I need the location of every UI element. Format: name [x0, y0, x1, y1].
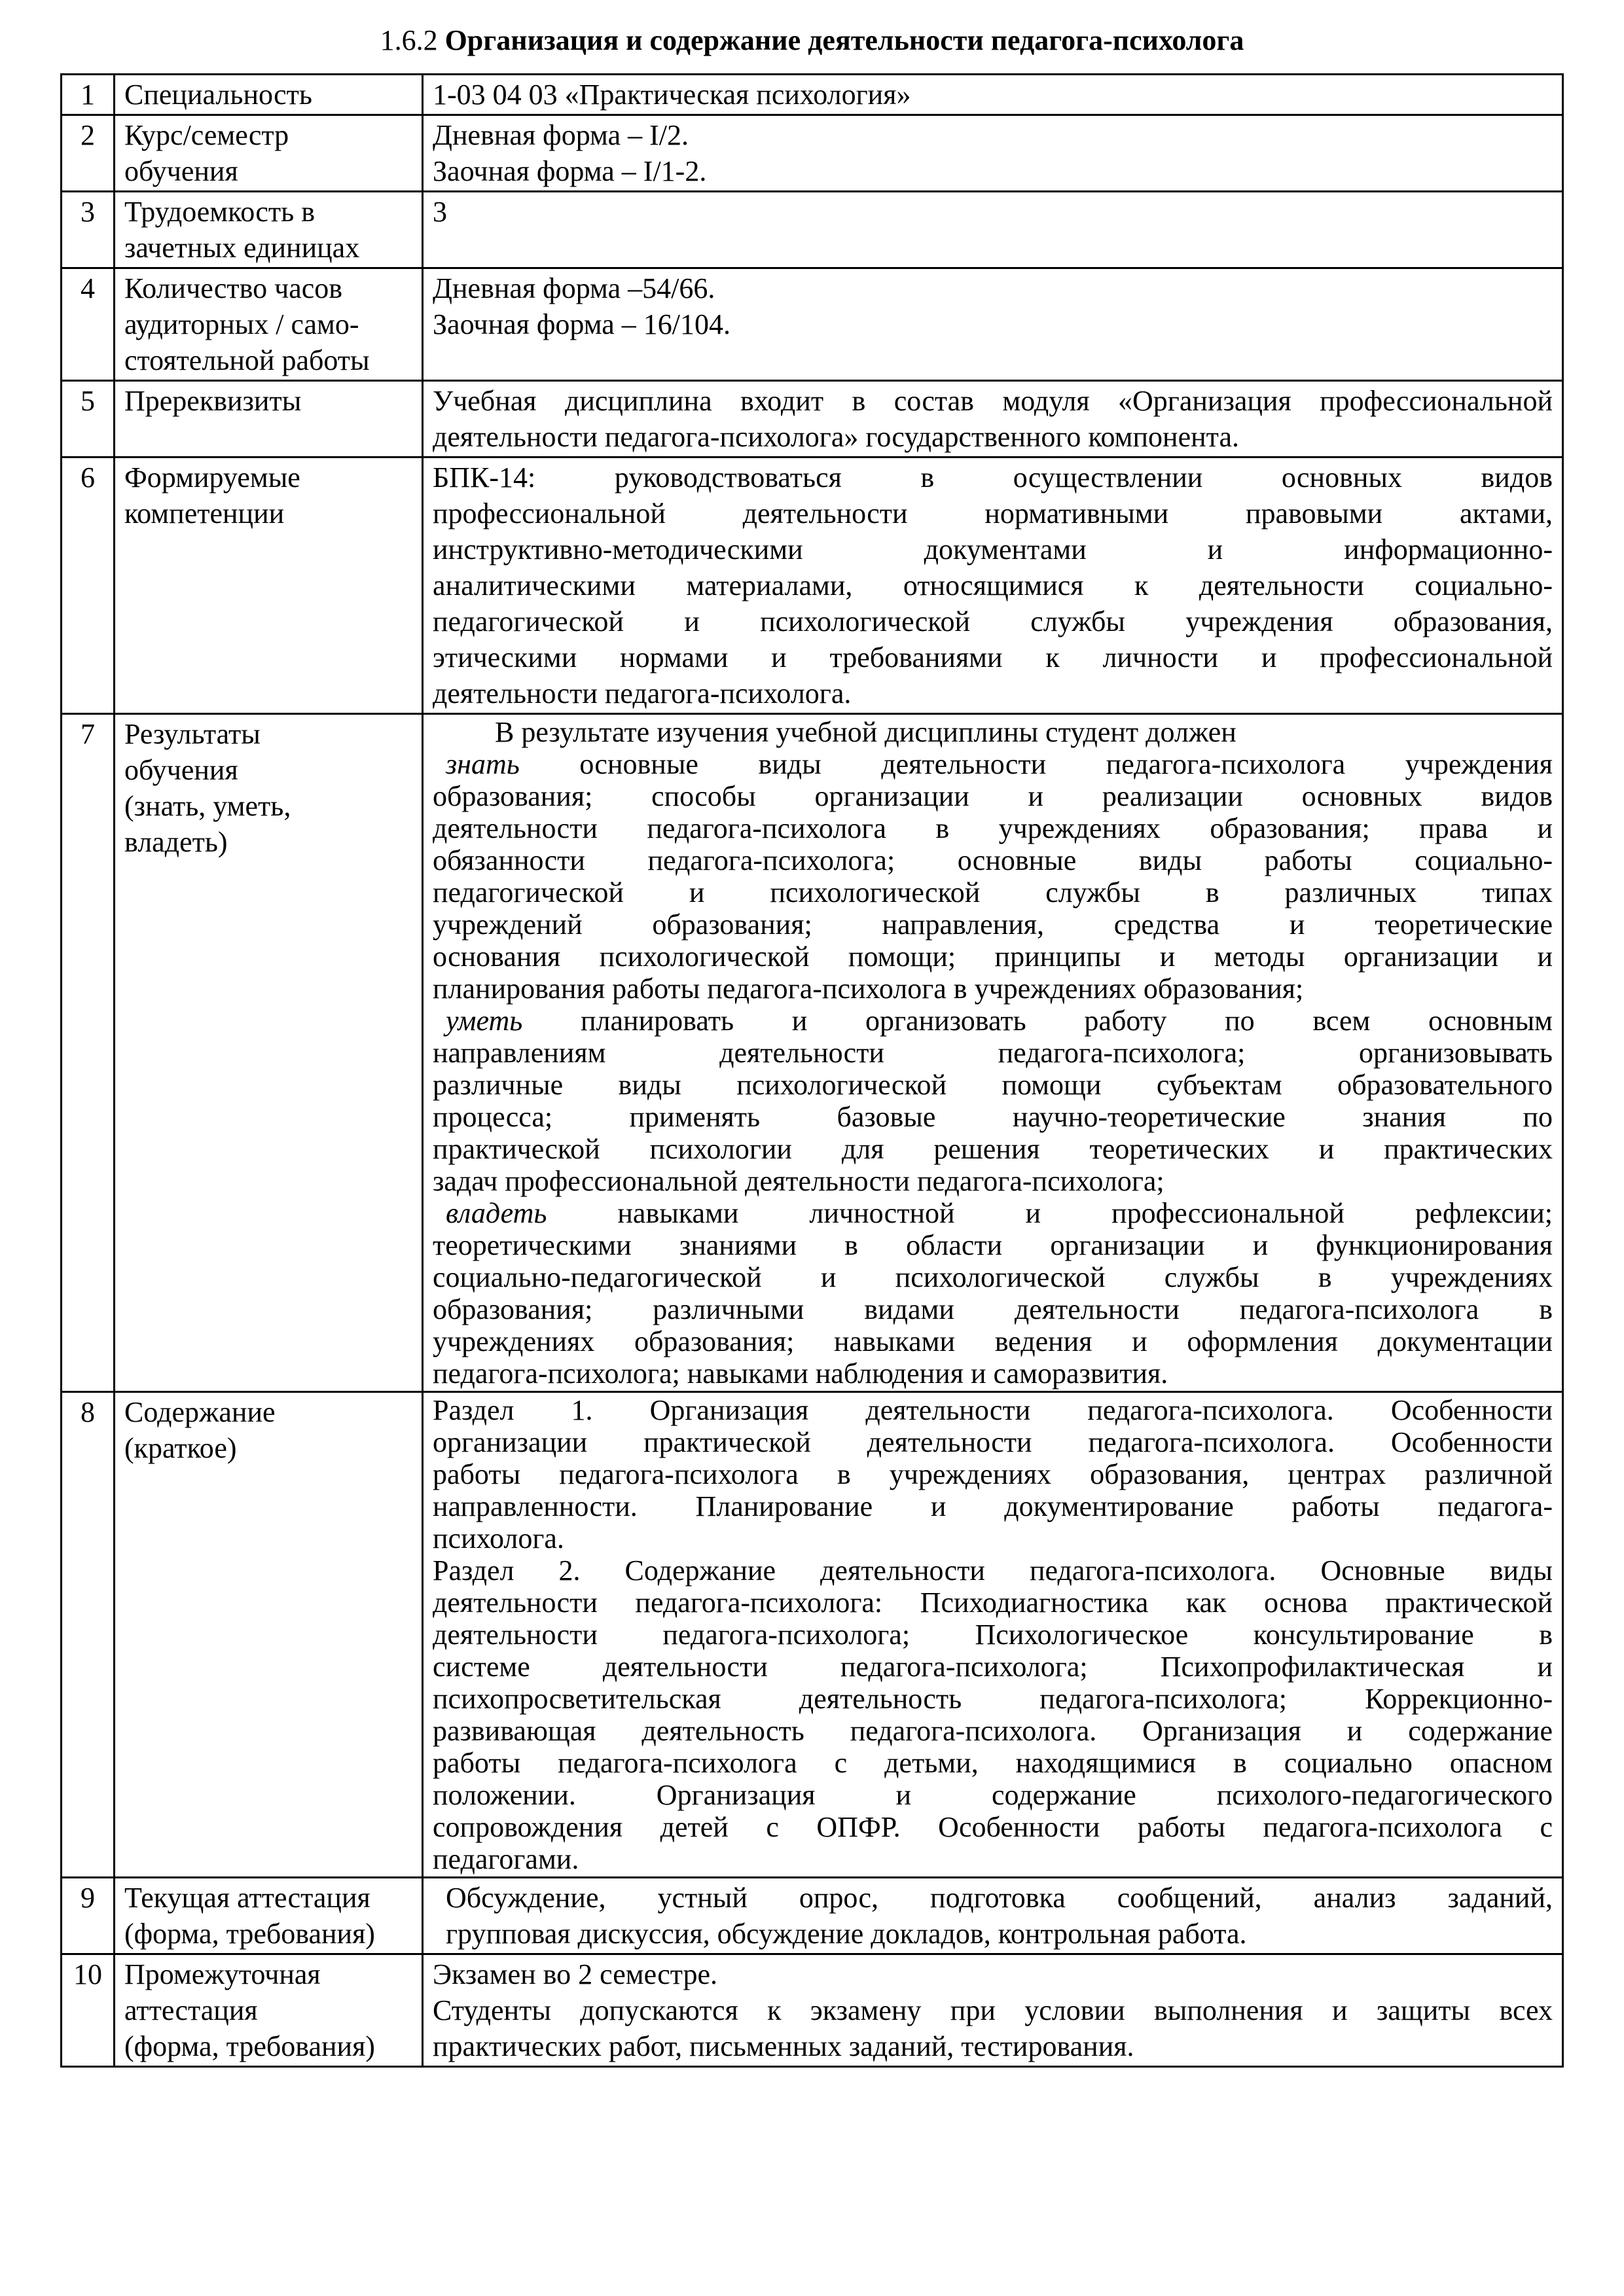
- row-number: 6: [62, 457, 115, 714]
- table-row: [62, 1954, 1563, 2067]
- discipline-table: [60, 73, 1564, 2068]
- know-word: знать: [446, 748, 520, 780]
- row-number: 5: [62, 381, 115, 457]
- row-label: Промежуточная аттестация (форма, требования): [115, 1954, 423, 2067]
- row-number: 8: [62, 1392, 115, 1878]
- row-label: Результаты обучения (знать, уметь, владеть): [115, 714, 423, 1392]
- row-number: 2: [62, 115, 115, 192]
- row-label: Пререквизиты: [115, 381, 423, 457]
- row-content: В результате изучения учебной дисциплины студент должен знать основные виды деятельности педагога-психолога учреждения образования; способы организации и реализации основных видов деятельности педагога-психолога в учреждениях образования; права и обязанности педагога-психолога; основные виды работы социально- педагогической и психологической службы в различных типах учреждений образования; направления, средства и теоретические основания психологической помощи; принципы и методы организации и планирования работы педагога-психолога в учреждениях образования; уметь планировать и организовать работу по всем основным направлениям деятельности педагога-психолога; организовывать различные виды психологической помощи субъектам образовательного процесса; применять базовые научно-теоретические знания по практической психологии для решения теоретических и практических задач профессиональной деятельности педагога-психолога; владеть навыками личностной и профессиональной рефлексии; теоретическими знаниями в области организации и функционирования социально-педагогической и психологической службы в учреждениях образования; различными видами деятельности педагога-психолога в учреждениях образования; навыками ведения и оформления документации педагога-психолога; навыками наблюдения и саморазвития.: [423, 714, 1563, 1392]
- table-row: [62, 381, 1563, 457]
- table-row: [62, 75, 1563, 115]
- row-content: Раздел 1. Организация деятельности педагога-психолога. Особенности организации практической деятельности педагога-психолога. Особенности работы педагога-психолога в учреждениях образования, центрах различной направленности. Планирование и документирование работы педагога- психолога. Раздел 2. Содержание деятельности педагога-психолога. Основные виды деятельности педагога-психолога: Психодиагностика как основа практической деятельности педагога-психолога; Психологическое консультирование в системе деятельности педагога-психолога; Психопрофилактическая и психопросветительская деятельность педагога-психолога; Коррекционно- развивающая деятельность педагога-психолога. Организация и содержание работы педагога-психолога с детьми, находящимися в социально опасном положении. Организация и содержание психолого-педагогического сопровождения детей с ОПФР. Особенности работы педагога-психолога с педагогами.: [423, 1392, 1563, 1878]
- table-row: [62, 714, 1563, 1392]
- row-content: Экзамен во 2 семестре. Студенты допускаются к экзамену при условии выполнения и защиты всех практических работ, письменных заданий, тестирования.: [423, 1954, 1563, 2067]
- table-row: [62, 192, 1563, 268]
- row-label: Текущая аттестация (форма, требования): [115, 1878, 423, 1954]
- row-number: 3: [62, 192, 115, 268]
- own-word: владеть: [446, 1197, 547, 1229]
- row-number: 10: [62, 1954, 115, 2067]
- row-number: 1: [62, 75, 115, 115]
- row-label: Курс/семестр обучения: [115, 115, 423, 192]
- row-content: Обсуждение, устный опрос, подготовка сообщений, анализ заданий, групповая дискуссия, обсуждение докладов, контрольная работа.: [423, 1878, 1563, 1954]
- row-content: Учебная дисциплина входит в состав модуля «Организация профессиональной деятельности педагога-психолога» государственного компонента.: [423, 381, 1563, 457]
- row-number: 4: [62, 268, 115, 381]
- row-label: Формируемые компетенции: [115, 457, 423, 714]
- row-content: 1-03 04 03 «Практическая психология»: [423, 75, 1563, 115]
- row-label: Количество часов аудиторных / само- стоятельной работы: [115, 268, 423, 381]
- row-label: Специальность: [115, 75, 423, 115]
- table-row: [62, 457, 1563, 714]
- row-label: Содержание (краткое): [115, 1392, 423, 1878]
- can-word: уметь: [446, 1005, 523, 1037]
- row-number: 9: [62, 1878, 115, 1954]
- table-row: [62, 1392, 1563, 1878]
- table-row: [62, 1878, 1563, 1954]
- section-heading: [0, 21, 1624, 60]
- section-number: 1.6.2: [380, 24, 438, 56]
- row-content: Дневная форма – I/2. Заочная форма – I/1-2.: [423, 115, 1563, 192]
- row-label: Трудоемкость в зачетных единицах: [115, 192, 423, 268]
- row-content: Дневная форма –54/66. Заочная форма – 16/104.: [423, 268, 1563, 381]
- row-content: БПК-14: руководствоваться в осуществлении основных видов профессиональной деятельности нормативными правовыми актами, инструктивно-методическими документами и информационно- аналитическими материалами, относящимися к деятельности социально- педагогической и психологической службы учреждения образования, этическими нормами и требованиями к личности и профессиональной деятельности педагога-психолога.: [423, 457, 1563, 714]
- row-content: 3: [423, 192, 1563, 268]
- section-title: Организация и содержание деятельности педагога-психолога: [444, 24, 1244, 56]
- row-number: 7: [62, 714, 115, 1392]
- table-row: [62, 268, 1563, 381]
- table-row: [62, 115, 1563, 192]
